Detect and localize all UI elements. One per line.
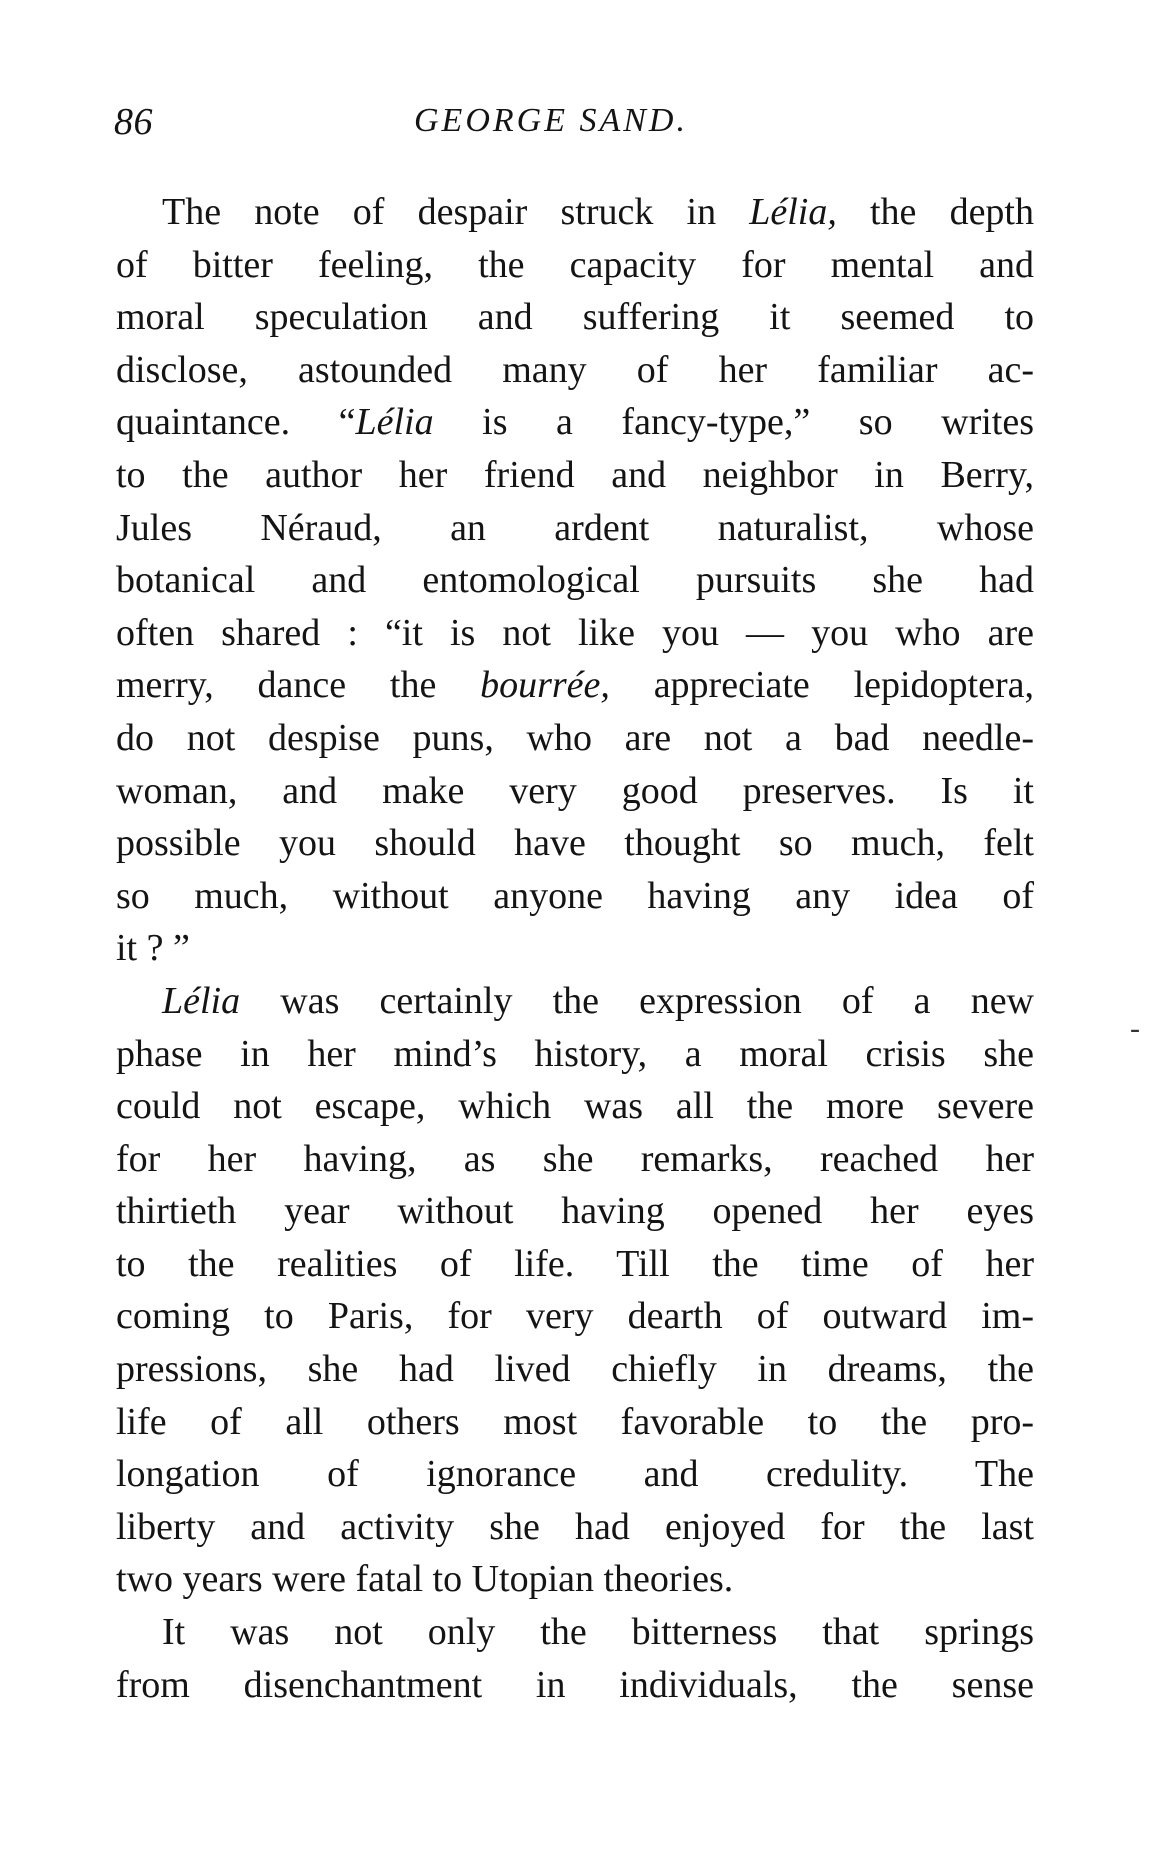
text-line: possible you should have thought so much, felt	[116, 822, 1034, 865]
text-line: pressions, she had lived chiefly in dreams, the	[116, 1348, 1034, 1391]
running-title: GEORGE SAND.	[414, 102, 688, 139]
text-line: liberty and activity she had enjoyed for the last	[116, 1505, 1034, 1548]
page-number: 86	[114, 101, 153, 143]
text-line: so much, without anyone having any idea of	[116, 874, 1034, 917]
text-line: often shared : “it is not like you — you who are	[116, 611, 1034, 654]
text-line: it ? ”	[116, 927, 190, 970]
text-line: disclose, astounded many of her familiar ac-	[116, 348, 1034, 391]
text-line: botanical and entomological pursuits she had	[116, 559, 1034, 602]
text-line: thirtieth year without having opened her eyes	[116, 1190, 1034, 1233]
page-header	[114, 100, 1034, 156]
text-line: do not despise puns, who are not a bad needle-	[116, 716, 1034, 759]
text-line: to the realities of life. Till the time of her	[116, 1242, 1034, 1285]
stray-mark: -	[1130, 1012, 1140, 1045]
text-line: to the author her friend and neighbor in Berry,	[116, 453, 1034, 496]
text-line: Lélia was certainly the expression of a new	[162, 979, 1034, 1022]
text-line: woman, and make very good preserves. Is it	[116, 769, 1034, 812]
text-line: moral speculation and suffering it seemed to	[116, 296, 1034, 339]
text-line: longation of ignorance and credulity. The	[116, 1453, 1034, 1496]
text-line: quaintance. “Lélia is a fancy-type,” so writes	[116, 401, 1034, 444]
text-line: Jules Néraud, an ardent naturalist, whose	[116, 506, 1034, 549]
text-line: The note of despair struck in Lélia, the depth	[162, 191, 1034, 233]
text-line: merry, dance the bourrée, appreciate lepidoptera,	[116, 664, 1034, 707]
text-line: of bitter feeling, the capacity for mental and	[116, 243, 1034, 286]
text-line: It was not only the bitterness that springs	[162, 1611, 1034, 1654]
text-line: phase in her mind’s history, a moral crisis she	[116, 1032, 1034, 1075]
body-text	[116, 186, 1034, 1711]
text-line: for her having, as she remarks, reached her	[116, 1137, 1034, 1180]
text-line: coming to Paris, for very dearth of outward im-	[116, 1295, 1034, 1338]
text-line: could not escape, which was all the more severe	[116, 1085, 1034, 1128]
text-line: from disenchantment in individuals, the sense	[116, 1663, 1034, 1706]
text-line: two years were fatal to Utopian theories.	[116, 1558, 734, 1601]
text-line: life of all others most favorable to the pro-	[116, 1400, 1034, 1443]
